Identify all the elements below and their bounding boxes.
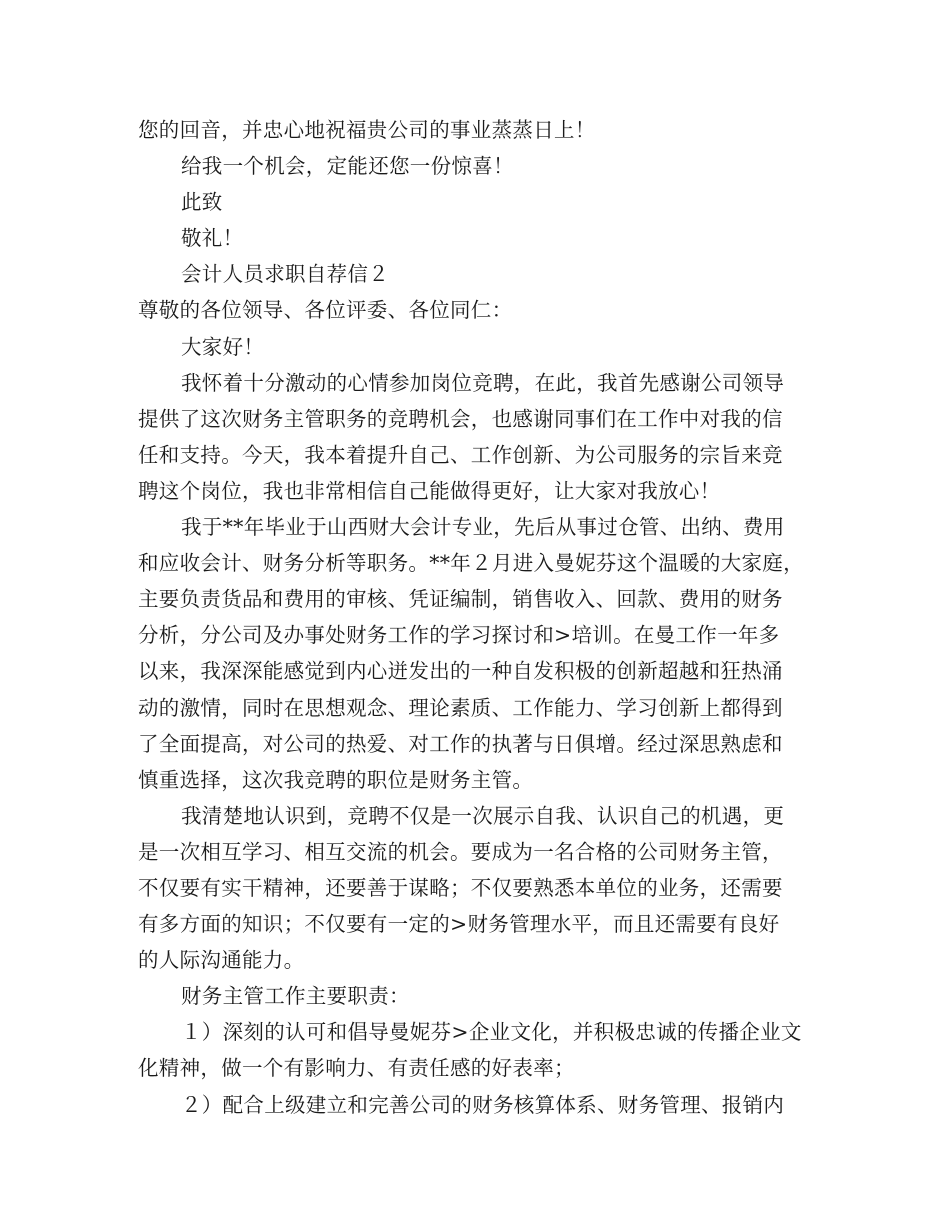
text-line: 任和支持。今天，我本着提升自己、工作创新、为公司服务的宗旨来竞 (138, 442, 783, 467)
text-line: 化精神，做一个有影响力、有责任感的好表率； (138, 1056, 575, 1081)
text-line: 不仅要有实干精神，还要善于谋略；不仅要熟悉本单位的业务，还需要 (138, 875, 783, 900)
text-line: 以来，我深深能感觉到内心迸发出的一种自发积极的创新超越和狂热涌 (138, 659, 783, 684)
text-line: 和应收会计、财务分析等职务。**年２月进入曼妮芬这个温暖的大家庭， (138, 551, 804, 576)
text-line: 会计人员求职自荐信２ (181, 262, 389, 287)
text-line: 的人际沟通能力。 (138, 948, 305, 973)
text-line: 动的激情，同时在思想观念、理论素质、工作能力、学习创新上都得到 (138, 695, 783, 720)
text-line: 我清楚地认识到，竞聘不仅是一次展示自我、认识自己的机遇，更 (181, 803, 785, 828)
text-line: 大家好！ (181, 334, 265, 359)
text-line: 有多方面的知识；不仅要有一定的>财务管理水平，而且还需要有良好 (138, 912, 780, 937)
text-line: １）深刻的认可和倡导曼妮芬>企业文化，并积极忠诚的传播企业文 (181, 1020, 802, 1045)
text-line: 您的回音，并忠心地祝福贵公司的事业蒸蒸日上！ (138, 118, 596, 142)
text-line: 我怀着十分激动的心情参加岗位竞聘，在此，我首先感谢公司领导 (181, 370, 785, 395)
text-line: 给我一个机会，定能还您一份惊喜！ (181, 154, 514, 179)
text-line: ２）配合上级建立和完善公司的财务核算体系、财务管理、报销内 (181, 1092, 785, 1117)
letter-body (138, 112, 820, 1123)
text-line: 我于**年毕业于山西财大会计专业，先后从事过仓管、出纳、费用 (181, 515, 785, 540)
text-line: 聘这个岗位，我也非常相信自己能做得更好，让大家对我放心！ (138, 478, 721, 503)
text-line: 主要负责货品和费用的审核、凭证编制，销售收入、回款、费用的财务 (138, 587, 783, 612)
text-line: 慎重选择，这次我竞聘的职位是财务主管。 (138, 767, 534, 792)
text-line: 分析，分公司及办事处财务工作的学习探讨和>培训。在曼工作一年多 (138, 623, 780, 648)
text-line: 敬礼！ (181, 226, 244, 251)
text-line: 此致 (181, 190, 223, 215)
text-line: 是一次相互学习、相互交流的机会。要成为一名合格的公司财务主管， (138, 839, 783, 864)
text-line: 尊敬的各位领导、各位评委、各位同仁： (138, 298, 513, 323)
text-line: 提供了这次财务主管职务的竞聘机会，也感谢同事们在工作中对我的信 (138, 406, 783, 431)
text-line: 财务主管工作主要职责： (181, 984, 410, 1009)
text-line: 了全面提高，对公司的热爱、对工作的执著与日俱增。经过深思熟虑和 (138, 731, 783, 756)
